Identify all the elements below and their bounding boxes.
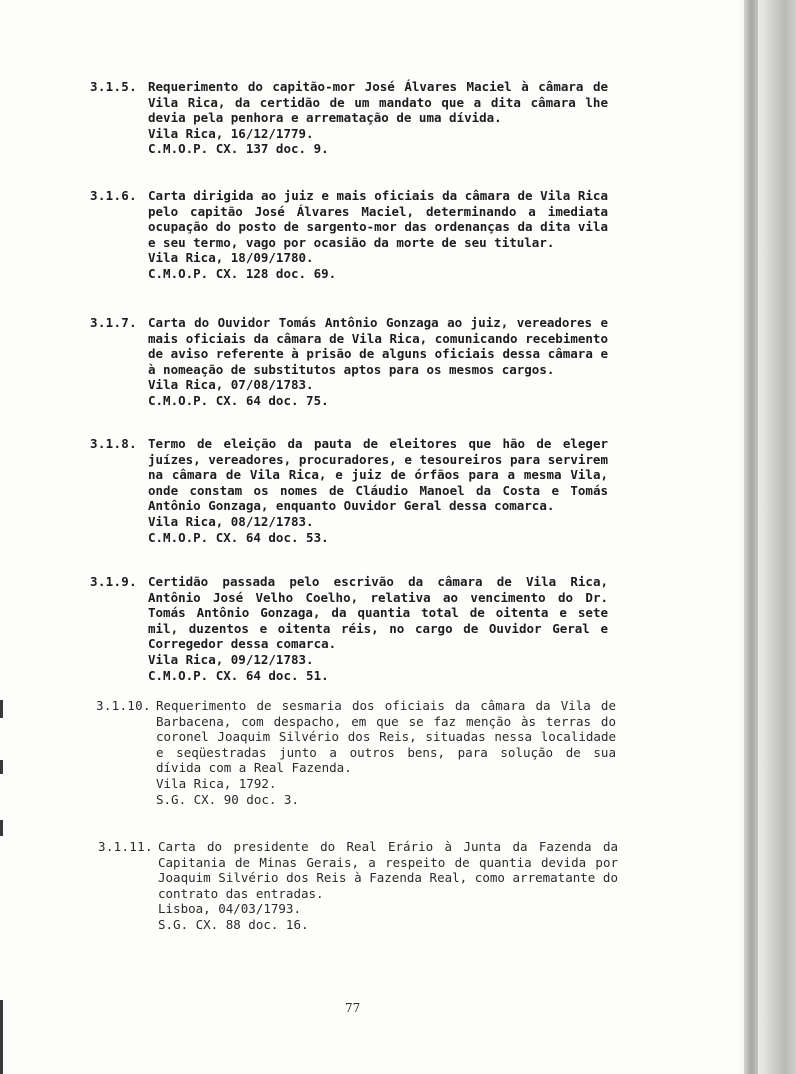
scan-left-mark — [0, 820, 3, 836]
entry-description: Carta dirigida ao juiz e mais oficiais da câmara de Vila Rica pelo capitão José Álvares Maciel, determinando a imediata ocupação do posto de sargento-mor das ordenanças da dita vila e seu termo, vago por ocasião da morte de seu titular. — [148, 188, 608, 250]
entry-number: 3.1.10. — [96, 698, 151, 713]
scan-left-mark — [0, 760, 3, 774]
entry-number: 3.1.7. — [90, 315, 137, 330]
entry-reference: C.M.O.P. CX. 137 doc. 9. — [148, 141, 329, 157]
entry-place-date: Vila Rica, 08/12/1783. — [148, 513, 314, 529]
entry-reference: C.M.O.P. CX. 128 doc. 69. — [148, 265, 337, 281]
entry-body — [148, 188, 608, 282]
scan-binding-shadow — [744, 0, 758, 1074]
entry-reference: C.M.O.P. CX. 64 doc. 51. — [148, 667, 329, 683]
entry-place-date: Vila Rica, 1792. — [156, 775, 277, 791]
entry-place-date: Lisboa, 04/03/1793. — [158, 901, 301, 917]
entry-description: Carta do Ouvidor Tomás Antônio Gonzaga ao juiz, vereadores e mais oficiais da câmara de Vila Rica, comunicando recebimento de aviso referente à prisão de alguns oficiais dessa câmara e à nomeação de substitutos aptos para os mesmos cargos. — [148, 315, 608, 377]
entry-place-date: Vila Rica, 09/12/1783. — [148, 651, 314, 667]
entry-body — [148, 79, 608, 157]
entry-reference: S.G. CX. 88 doc. 16. — [158, 916, 309, 932]
entry-place-date: Vila Rica, 18/09/1780. — [148, 250, 314, 266]
entry-reference: C.M.O.P. CX. 64 doc. 53. — [148, 529, 329, 545]
entry-body — [148, 315, 608, 409]
entry-body — [148, 574, 608, 683]
page-number: 77 — [345, 1001, 361, 1015]
entry-reference: C.M.O.P. CX. 64 doc. 75. — [148, 392, 329, 408]
entry-number: 3.1.11. — [98, 839, 153, 854]
entry-description: Termo de eleição da pauta de eleitores que hão de eleger juízes, vereadores, procuradores, e tesoureiros para servirem na câmara de Vila Rica, e juiz de órfãos para a mesma Vila, onde constam os nomes de Cláudio Manoel da Costa e Tomás Antônio Gonzaga, enquanto Ouvidor Geral dessa comarca. — [148, 436, 608, 514]
entry-place-date: Vila Rica, 16/12/1779. — [148, 125, 314, 141]
entry-description: Requerimento do capitão-mor José Álvares Maciel à câmara de Vila Rica, da certidão de um mandato que a dita câmara lhe devia pela penhora e arrematação de uma dívida. — [148, 79, 608, 126]
scan-left-mark — [0, 700, 3, 718]
entry-number: 3.1.6. — [90, 188, 137, 203]
entry-body — [148, 436, 608, 545]
entry-description: Requerimento de sesmaria dos oficiais da câmara da Vila de Barbacena, com despacho, em que se faz menção às terras do coronel Joaquim Silvério dos Reis, situadas nessa localidade e seqüestradas junto a outros bens, para solução de sua dívida com a Real Fazenda. — [156, 698, 616, 776]
entry-place-date: Vila Rica, 07/08/1783. — [148, 377, 314, 393]
entry-body — [156, 698, 616, 807]
entry-number: 3.1.5. — [90, 79, 137, 94]
entry-description: Certidão passada pelo escrivão da câmara de Vila Rica, Antônio José Velho Coelho, relativa ao vencimento do Dr. Tomás Antônio Gonzaga, da quantia total de oitenta e sete mil, duzentos e oitenta réis, no cargo de Ouvidor Geral e Corregedor dessa comarca. — [148, 574, 608, 652]
entry-description: Carta do presidente do Real Erário à Junta da Fazenda da Capitania de Minas Gerais, a respeito de quantia devida por Joaquim Silvério dos Reis à Fazenda Real, como arrematante do contrato das entradas. — [158, 839, 618, 901]
entry-number: 3.1.8. — [90, 436, 137, 451]
entry-body — [158, 839, 618, 933]
entry-reference: S.G. CX. 90 doc. 3. — [156, 791, 299, 807]
scan-left-mark — [0, 1000, 3, 1074]
entry-number: 3.1.9. — [90, 574, 137, 589]
